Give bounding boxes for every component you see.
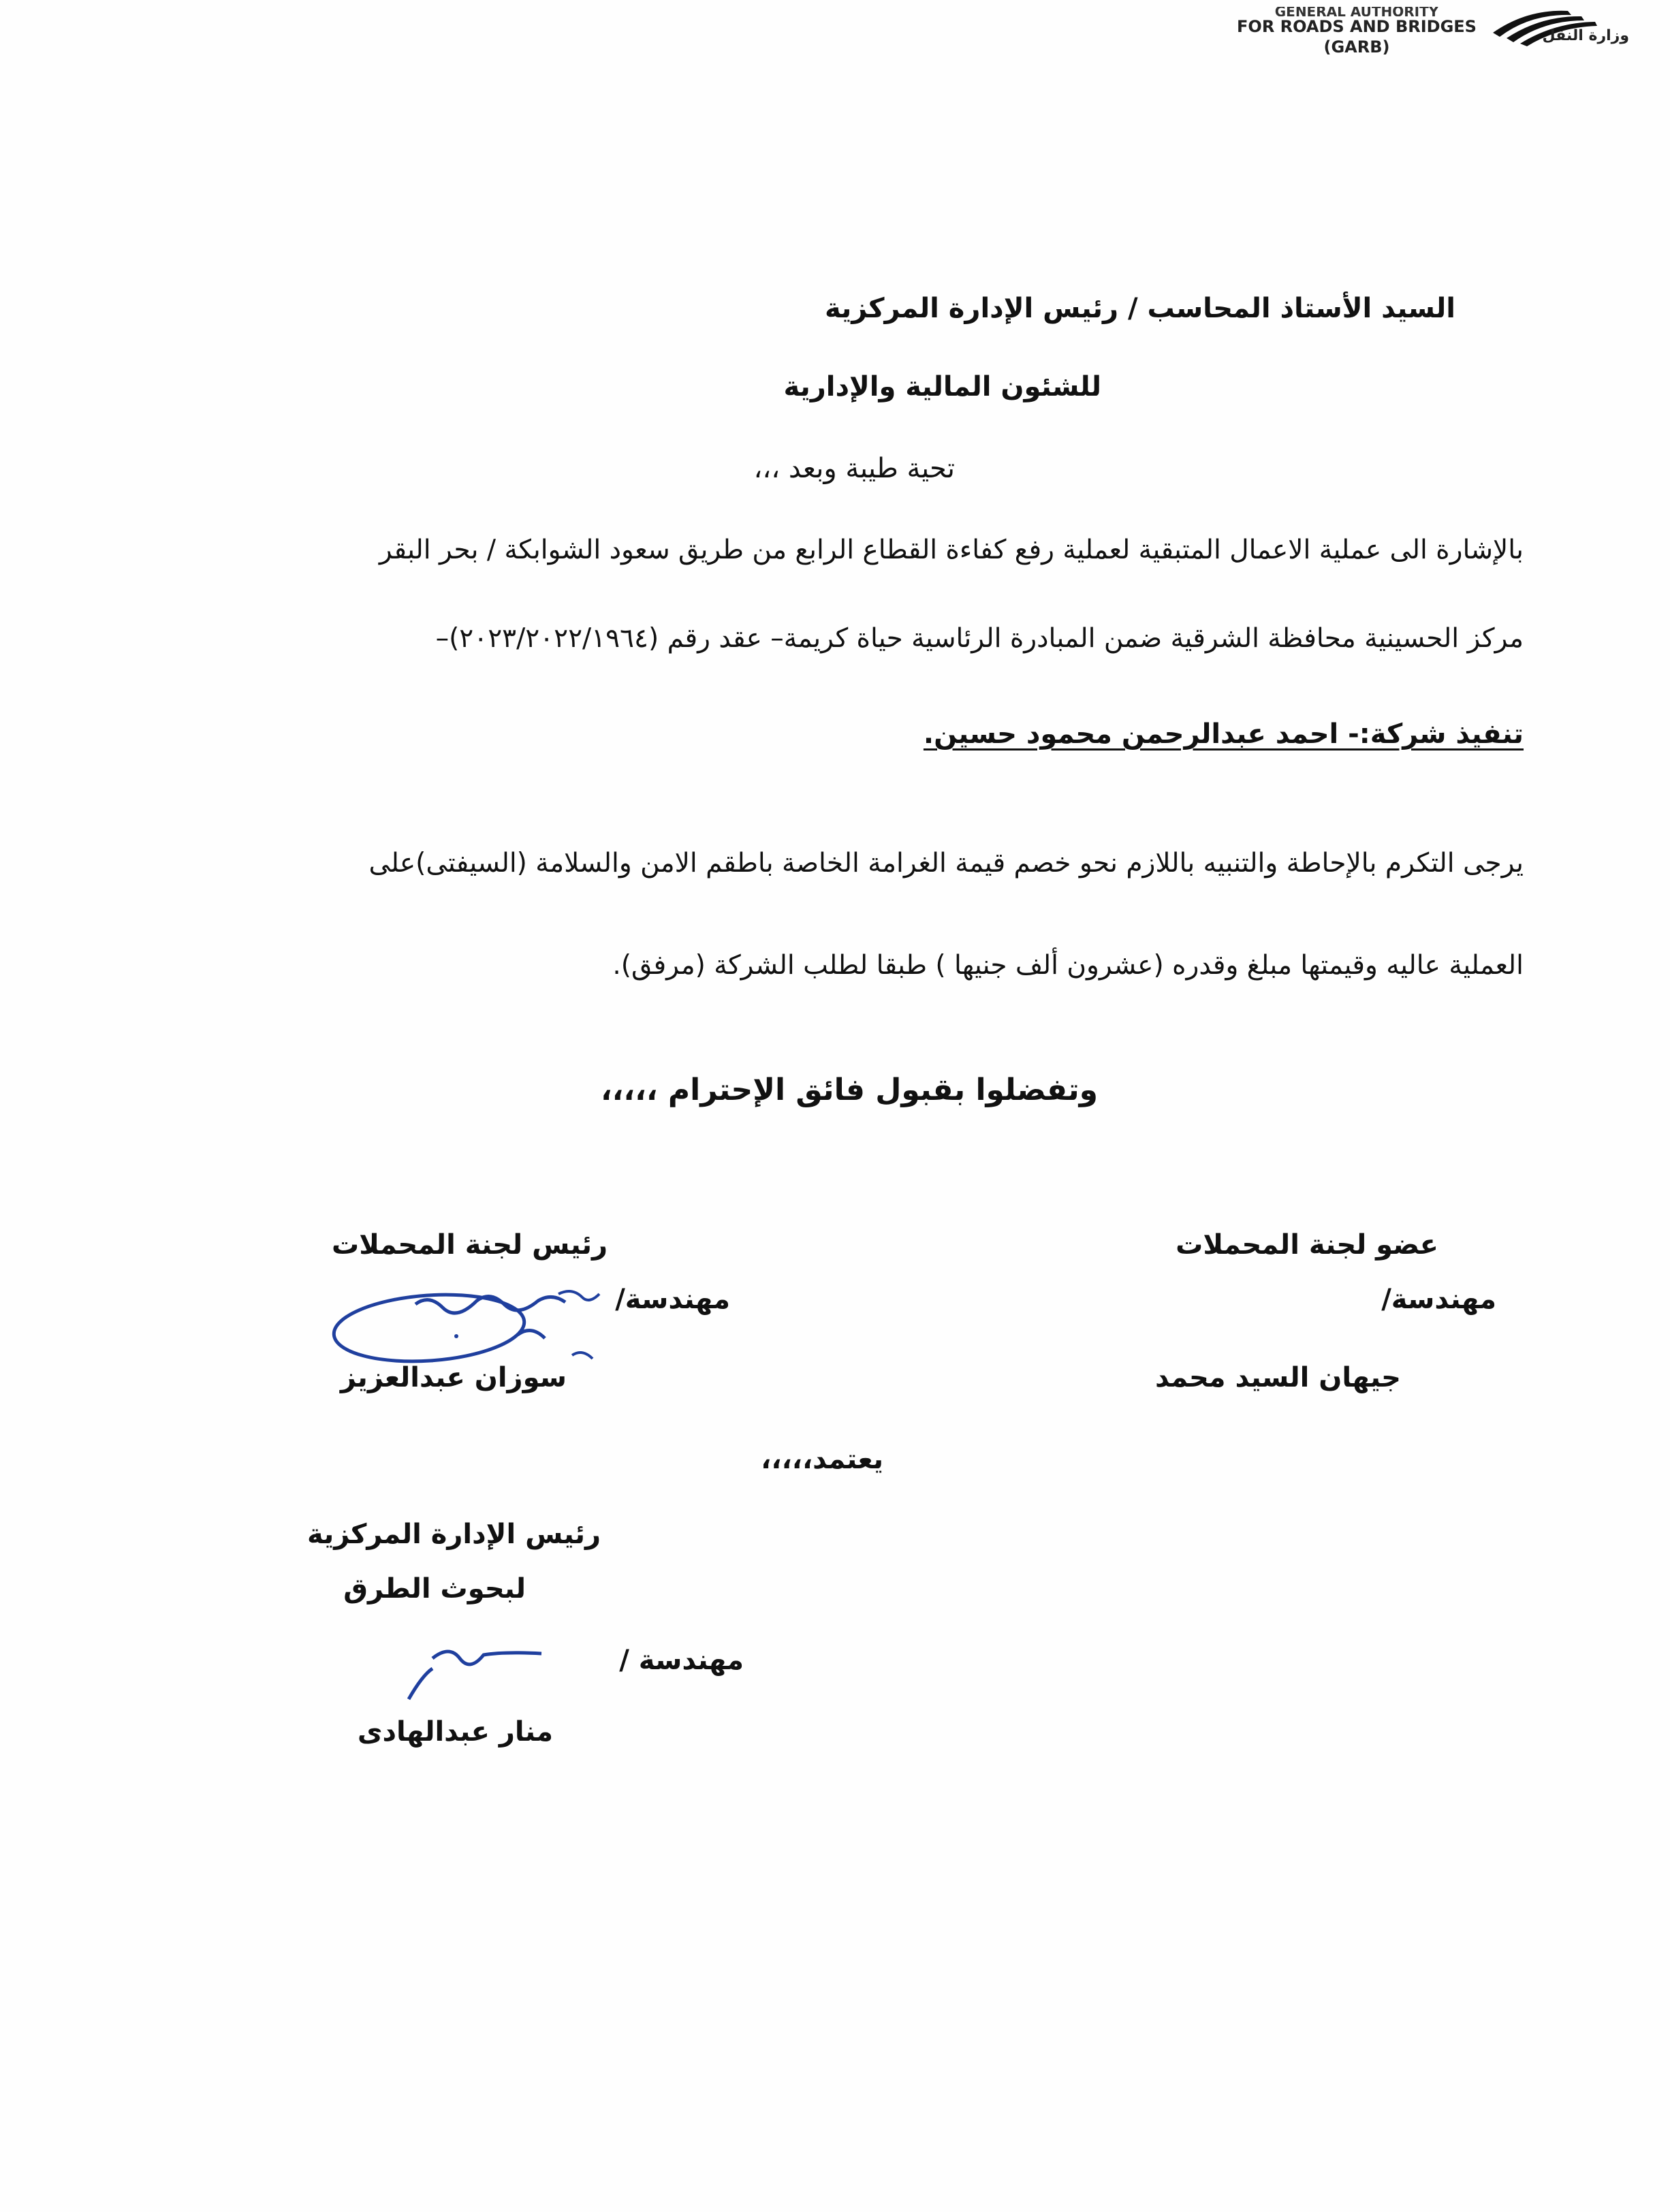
chair-name: سوزان عبدالعزيز [340,1362,567,1393]
request-line-1: يرجى التكرم بالإحاطة والتنبيه باللازم نحو خصم قيمة الغرامة الخاصة باطقم الامن والسلامة (السيفتى)على [368,848,1524,879]
addressee-line-1: السيد الأستاذ المحاسب / رئيس الإدارة المركزية [825,293,1455,324]
approval-title-line-2: لبحوث الطرق [343,1573,526,1605]
addressee-line-2: للشئون المالية والإدارية [783,371,1101,402]
authority-line-clipped: GENERAL AUTHORITY [1274,7,1439,16]
approval-title-line-1: رئيس الإدارة المركزية [307,1519,601,1550]
reference-line-2: مركز الحسينية محافظة الشرقية ضمن المبادرة الرئاسية حياة كريمة– عقد رقم (٢٠٢٣/٢٠٢٢/١٩٦٤)– [435,623,1524,654]
authority-line: FOR ROADS AND BRIDGES [1237,17,1477,36]
approver-signature [395,1634,552,1709]
request-line-2: العملية عاليه وقيمتها مبلغ وقدره (عشرون ألف جنيها ) طبقا لطلب الشركة (مرفق). [612,950,1524,981]
reference-line-1: بالإشارة الى عملية الاعمال المتبقية لعملية رفع كفاءة القطاع الرابع من طريق سعود الشوابكة / بحر البقر [379,535,1524,565]
member-name: جيهان السيد محمد [1155,1362,1401,1393]
approval-prefix: مهندسة / [619,1645,744,1676]
member-prefix: مهندسة/ [1381,1284,1496,1315]
authority-abbreviation: (GARB) [1323,37,1390,57]
chair-prefix: مهندسة/ [615,1284,730,1315]
approval-label: يعتمد،،،،، [761,1444,883,1475]
chair-title: رئيس لجنة المحملات [332,1229,608,1261]
chair-signature [313,1274,613,1389]
approval-name: منار عبدالهادى [357,1716,553,1748]
authority-header [1220,7,1493,57]
reference-contractor: تنفيذ شركة:- احمد عبدالرحمن محمود حسين. [923,718,1524,750]
greeting: تحية طيبة وبعد ،،، [753,453,955,484]
closing-line: وتفضلوا بقبول فائق الإحترام ،،،،، [600,1073,1098,1107]
member-title: عضو لجنة المحملات [1176,1229,1438,1261]
ministry-logo-text: وزارة النقل [1542,27,1629,44]
